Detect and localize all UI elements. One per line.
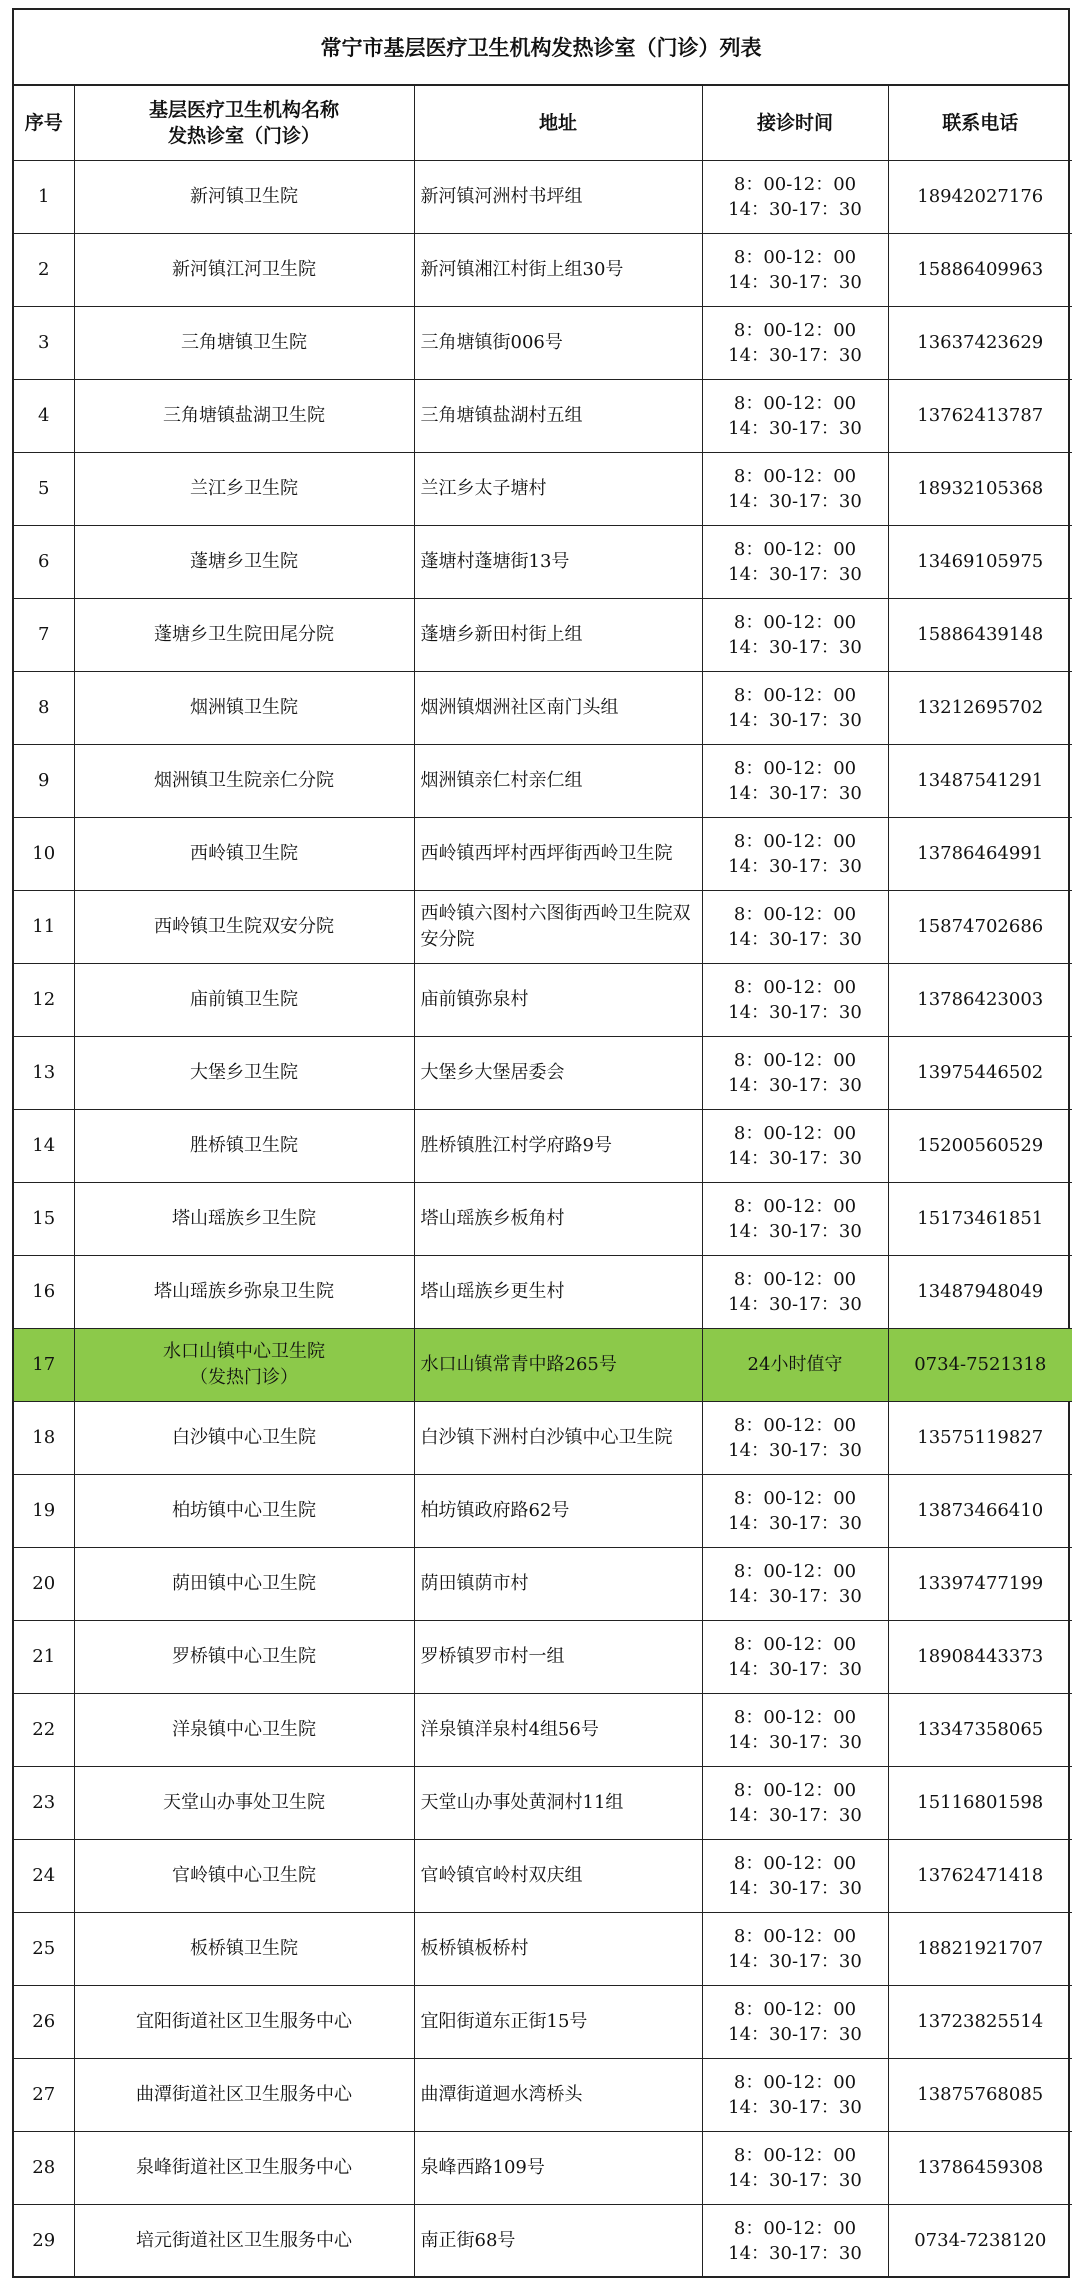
- row-address: 泉峰西路109号: [414, 2131, 702, 2204]
- row-name: [74, 1401, 414, 1474]
- row-hours-line: 8：00-12：00: [733, 392, 857, 414]
- row-hours-line: 8：00-12：00: [733, 1268, 857, 1290]
- row-hours: [702, 1255, 888, 1328]
- row-address: 官岭镇官岭村双庆组: [414, 1839, 702, 1912]
- row-index: 24: [14, 1839, 74, 1912]
- row-hours-line: 8：00-12：00: [733, 903, 857, 925]
- row-name: [74, 963, 414, 1036]
- row-hours: [702, 963, 888, 1036]
- row-hours-line: 14：30-17：30: [728, 1804, 862, 1826]
- row-index: 19: [14, 1474, 74, 1547]
- row-address: 荫田镇荫市村: [414, 1547, 702, 1620]
- row-name: [74, 890, 414, 963]
- table-row: [14, 1182, 1072, 1255]
- row-hours: [702, 160, 888, 233]
- row-hours-line: 8：00-12：00: [733, 1998, 857, 2020]
- table-row: [14, 1693, 1072, 1766]
- row-name: [74, 1474, 414, 1547]
- row-hours: [702, 1620, 888, 1693]
- row-name: [74, 1693, 414, 1766]
- table-row: [14, 2058, 1072, 2131]
- row-hours-line: 14：30-17：30: [728, 928, 862, 950]
- row-name: [74, 1036, 414, 1109]
- row-hours-line: 14：30-17：30: [728, 782, 862, 804]
- row-phone: 13575119827: [888, 1401, 1072, 1474]
- row-index: 28: [14, 2131, 74, 2204]
- row-address: 烟洲镇亲仁村亲仁组: [414, 744, 702, 817]
- row-index: 9: [14, 744, 74, 817]
- row-name: [74, 379, 414, 452]
- row-hours-line: 14：30-17：30: [728, 636, 862, 658]
- table-row: [14, 525, 1072, 598]
- row-phone: 15200560529: [888, 1109, 1072, 1182]
- document-title: 常宁市基层医疗卫生机构发热诊室（门诊）列表: [14, 10, 1068, 86]
- row-phone: 13975446502: [888, 1036, 1072, 1109]
- table-row: [14, 598, 1072, 671]
- row-name-text: 洋泉镇中心卫生院: [172, 1718, 316, 1740]
- row-name-text: 水口山镇中心卫生院: [163, 1340, 325, 1362]
- row-phone: 15886439148: [888, 598, 1072, 671]
- row-name: [74, 598, 414, 671]
- row-index: 22: [14, 1693, 74, 1766]
- row-hours-line: 8：00-12：00: [733, 1049, 857, 1071]
- row-hours-line: 14：30-17：30: [728, 1731, 862, 1753]
- row-hours-line: 14：30-17：30: [728, 1439, 862, 1461]
- row-address: 水口山镇常青中路265号: [414, 1328, 702, 1401]
- table-row: [14, 1766, 1072, 1839]
- row-phone: 13347358065: [888, 1693, 1072, 1766]
- row-address: 庙前镇弥泉村: [414, 963, 702, 1036]
- row-phone: 13637423629: [888, 306, 1072, 379]
- row-index: 17: [14, 1328, 74, 1401]
- row-name-text: 庙前镇卫生院: [190, 988, 298, 1010]
- row-address: 新河镇河洲村书坪组: [414, 160, 702, 233]
- row-phone: 15116801598: [888, 1766, 1072, 1839]
- row-name: [74, 2204, 414, 2277]
- row-address: 蓬塘乡新田村街上组: [414, 598, 702, 671]
- row-name-text: 三角塘镇盐湖卫生院: [163, 404, 325, 426]
- row-name-note: （发热门诊）: [190, 1366, 298, 1388]
- row-address: 胜桥镇胜江村学府路9号: [414, 1109, 702, 1182]
- row-index: 2: [14, 233, 74, 306]
- row-hours-line: 24小时值守: [747, 1354, 843, 1375]
- row-hours: [702, 890, 888, 963]
- row-phone: 13786459308: [888, 2131, 1072, 2204]
- row-hours: [702, 379, 888, 452]
- table-row: [14, 233, 1072, 306]
- row-hours-line: 14：30-17：30: [728, 417, 862, 439]
- row-address: 大堡乡大堡居委会: [414, 1036, 702, 1109]
- row-hours-line: 8：00-12：00: [733, 1487, 857, 1509]
- row-hours: [702, 1839, 888, 1912]
- row-hours: [702, 1182, 888, 1255]
- row-hours-line: 8：00-12：00: [733, 173, 857, 195]
- row-name: [74, 1255, 414, 1328]
- row-phone: 13786423003: [888, 963, 1072, 1036]
- table-row: [14, 1474, 1072, 1547]
- row-hours-line: 8：00-12：00: [733, 830, 857, 852]
- row-index: 1: [14, 160, 74, 233]
- clinic-list-document: [12, 8, 1070, 2278]
- row-index: 15: [14, 1182, 74, 1255]
- row-index: 13: [14, 1036, 74, 1109]
- row-name-text: 新河镇江河卫生院: [172, 258, 316, 280]
- row-name: [74, 1109, 414, 1182]
- row-name-text: 宜阳街道社区卫生服务中心: [136, 2010, 352, 2032]
- row-hours-line: 14：30-17：30: [728, 855, 862, 877]
- row-hours-line: 14：30-17：30: [728, 1220, 862, 1242]
- row-hours: [702, 2204, 888, 2277]
- table-row: [14, 1620, 1072, 1693]
- row-index: 14: [14, 1109, 74, 1182]
- row-hours-line: 14：30-17：30: [728, 563, 862, 585]
- row-hours-line: 14：30-17：30: [728, 1293, 862, 1315]
- row-index: 25: [14, 1912, 74, 1985]
- table-row: [14, 744, 1072, 817]
- table-row: [14, 890, 1072, 963]
- row-name-text: 烟洲镇卫生院亲仁分院: [154, 769, 334, 791]
- row-hours: [702, 525, 888, 598]
- row-name: [74, 671, 414, 744]
- row-hours: [702, 452, 888, 525]
- row-hours-line: 8：00-12：00: [733, 976, 857, 998]
- table-row: [14, 452, 1072, 525]
- header-name-line2: 发热诊室（门诊）: [167, 124, 320, 147]
- row-hours-line: 14：30-17：30: [728, 2096, 862, 2118]
- row-index: 16: [14, 1255, 74, 1328]
- row-address: 天堂山办事处黄洞村11组: [414, 1766, 702, 1839]
- row-hours-line: 8：00-12：00: [733, 1779, 857, 1801]
- row-hours-line: 14：30-17：30: [728, 1001, 862, 1023]
- row-hours-line: 14：30-17：30: [728, 2242, 862, 2264]
- row-hours-line: 14：30-17：30: [728, 1658, 862, 1680]
- row-hours: [702, 1912, 888, 1985]
- row-name-text: 塔山瑶族乡卫生院: [172, 1207, 316, 1229]
- row-hours-line: 8：00-12：00: [733, 1925, 857, 1947]
- table-row: [14, 1912, 1072, 1985]
- table-body: [14, 160, 1072, 2277]
- row-hours-line: 8：00-12：00: [733, 611, 857, 633]
- row-name: [74, 744, 414, 817]
- row-name: [74, 1766, 414, 1839]
- row-hours: [702, 1766, 888, 1839]
- row-index: 11: [14, 890, 74, 963]
- row-index: 6: [14, 525, 74, 598]
- row-phone: 13469105975: [888, 525, 1072, 598]
- row-phone: 15886409963: [888, 233, 1072, 306]
- row-name: [74, 452, 414, 525]
- row-hours-line: 8：00-12：00: [733, 1852, 857, 1874]
- row-hours-line: 14：30-17：30: [728, 1877, 862, 1899]
- row-name-text: 板桥镇卫生院: [190, 1937, 298, 1959]
- row-phone: 13212695702: [888, 671, 1072, 744]
- row-hours-line: 14：30-17：30: [728, 344, 862, 366]
- row-name-text: 蓬塘乡卫生院: [190, 550, 298, 572]
- row-hours: [702, 744, 888, 817]
- row-hours-line: 8：00-12：00: [733, 2144, 857, 2166]
- row-index: 5: [14, 452, 74, 525]
- row-name: [74, 2058, 414, 2131]
- row-address: 西岭镇六图村六图街西岭卫生院双安分院: [414, 890, 702, 963]
- table-row: [14, 817, 1072, 890]
- row-hours-line: 8：00-12：00: [733, 1414, 857, 1436]
- table-row: [14, 1839, 1072, 1912]
- row-name: [74, 1620, 414, 1693]
- row-phone: 13397477199: [888, 1547, 1072, 1620]
- row-hours-line: 14：30-17：30: [728, 2169, 862, 2191]
- row-index: 7: [14, 598, 74, 671]
- header-hours: 接诊时间: [702, 86, 888, 160]
- row-name-text: 塔山瑶族乡弥泉卫生院: [154, 1280, 334, 1302]
- table-row: [14, 1547, 1072, 1620]
- row-name-text: 泉峰街道社区卫生服务中心: [136, 2156, 352, 2178]
- row-hours: [702, 817, 888, 890]
- row-name-text: 西岭镇卫生院: [190, 842, 298, 864]
- row-address: 南正街68号: [414, 2204, 702, 2277]
- row-name-text: 罗桥镇中心卫生院: [172, 1645, 316, 1667]
- row-name: [74, 1328, 414, 1401]
- row-hours-line: 8：00-12：00: [733, 2071, 857, 2093]
- row-address: 宜阳街道东正街15号: [414, 1985, 702, 2058]
- row-address: 三角塘镇盐湖村五组: [414, 379, 702, 452]
- row-name-text: 胜桥镇卫生院: [190, 1134, 298, 1156]
- header-name-line1: 基层医疗卫生机构名称: [148, 98, 339, 121]
- row-hours-line: 14：30-17：30: [728, 1074, 862, 1096]
- row-hours-line: 8：00-12：00: [733, 1560, 857, 1582]
- row-name-text: 兰江乡卫生院: [190, 477, 298, 499]
- row-phone: 15173461851: [888, 1182, 1072, 1255]
- row-index: 26: [14, 1985, 74, 2058]
- row-name-text: 烟洲镇卫生院: [190, 696, 298, 718]
- row-address: 板桥镇板桥村: [414, 1912, 702, 1985]
- table-row: [14, 2131, 1072, 2204]
- table-row: [14, 1255, 1072, 1328]
- row-name-text: 大堡乡卫生院: [190, 1061, 298, 1083]
- table-row: [14, 1401, 1072, 1474]
- row-hours: [702, 1036, 888, 1109]
- row-name-text: 三角塘镇卫生院: [181, 331, 307, 353]
- row-hours-line: 8：00-12：00: [733, 1195, 857, 1217]
- row-phone: 0734-7521318: [888, 1328, 1072, 1401]
- row-hours-line: 8：00-12：00: [733, 757, 857, 779]
- row-phone: 18932105368: [888, 452, 1072, 525]
- row-address: 西岭镇西坪村西坪街西岭卫生院: [414, 817, 702, 890]
- row-name-text: 天堂山办事处卫生院: [163, 1791, 325, 1813]
- row-address: 新河镇湘江村街上组30号: [414, 233, 702, 306]
- row-hours: [702, 1985, 888, 2058]
- row-index: 8: [14, 671, 74, 744]
- row-hours-line: 8：00-12：00: [733, 1633, 857, 1655]
- row-name: [74, 1985, 414, 2058]
- row-phone: 0734-7238120: [888, 2204, 1072, 2277]
- row-hours-line: 8：00-12：00: [733, 319, 857, 341]
- row-name: [74, 1839, 414, 1912]
- row-hours: [702, 1328, 888, 1401]
- row-phone: 13723825514: [888, 1985, 1072, 2058]
- row-phone: 13487541291: [888, 744, 1072, 817]
- row-phone: 15874702686: [888, 890, 1072, 963]
- table-row: [14, 379, 1072, 452]
- row-name: [74, 1912, 414, 1985]
- row-hours: [702, 1547, 888, 1620]
- header-index: 序号: [14, 86, 74, 160]
- row-hours: [702, 233, 888, 306]
- row-phone: 13762413787: [888, 379, 1072, 452]
- header-name: [74, 86, 414, 160]
- header-address: 地址: [414, 86, 702, 160]
- row-name-text: 新河镇卫生院: [190, 185, 298, 207]
- row-hours: [702, 598, 888, 671]
- table-row: [14, 1109, 1072, 1182]
- row-index: 18: [14, 1401, 74, 1474]
- row-name-text: 培元街道社区卫生服务中心: [136, 2229, 352, 2251]
- row-phone: 18821921707: [888, 1912, 1072, 1985]
- row-name: [74, 306, 414, 379]
- row-hours: [702, 306, 888, 379]
- row-hours-line: 8：00-12：00: [733, 2217, 857, 2239]
- row-index: 27: [14, 2058, 74, 2131]
- row-address: 兰江乡太子塘村: [414, 452, 702, 525]
- row-name-text: 蓬塘乡卫生院田尾分院: [154, 623, 334, 645]
- row-address: 蓬塘村蓬塘街13号: [414, 525, 702, 598]
- row-name-text: 西岭镇卫生院双安分院: [154, 915, 334, 937]
- row-address: 白沙镇下洲村白沙镇中心卫生院: [414, 1401, 702, 1474]
- row-hours-line: 14：30-17：30: [728, 198, 862, 220]
- row-index: 3: [14, 306, 74, 379]
- row-address: 塔山瑶族乡更生村: [414, 1255, 702, 1328]
- row-address: 柏坊镇政府路62号: [414, 1474, 702, 1547]
- row-hours-line: 14：30-17：30: [728, 1512, 862, 1534]
- row-phone: 13873466410: [888, 1474, 1072, 1547]
- row-name-text: 官岭镇中心卫生院: [172, 1864, 316, 1886]
- row-index: 29: [14, 2204, 74, 2277]
- row-name: [74, 2131, 414, 2204]
- row-hours: [702, 1401, 888, 1474]
- table-row: [14, 1036, 1072, 1109]
- row-hours-line: 14：30-17：30: [728, 1585, 862, 1607]
- table-row: [14, 2204, 1072, 2277]
- row-phone: 18908443373: [888, 1620, 1072, 1693]
- row-index: 10: [14, 817, 74, 890]
- row-phone: 13786464991: [888, 817, 1072, 890]
- row-name: [74, 160, 414, 233]
- table-row-highlighted: [14, 1328, 1072, 1401]
- row-index: 20: [14, 1547, 74, 1620]
- row-name-text: 荫田镇中心卫生院: [172, 1572, 316, 1594]
- row-name: [74, 525, 414, 598]
- row-index: 12: [14, 963, 74, 1036]
- row-name-text: 曲潭街道社区卫生服务中心: [136, 2083, 352, 2105]
- row-hours-line: 8：00-12：00: [733, 1706, 857, 1728]
- row-address: 洋泉镇洋泉村4组56号: [414, 1693, 702, 1766]
- row-hours-line: 14：30-17：30: [728, 490, 862, 512]
- table-row: [14, 1985, 1072, 2058]
- row-address: 烟洲镇烟洲社区南门头组: [414, 671, 702, 744]
- row-phone: 13875768085: [888, 2058, 1072, 2131]
- table-header-row: [14, 86, 1072, 160]
- row-hours-line: 8：00-12：00: [733, 465, 857, 487]
- table-row: [14, 160, 1072, 233]
- clinic-table: [14, 86, 1072, 2277]
- row-address: 三角塘镇街006号: [414, 306, 702, 379]
- row-hours: [702, 1109, 888, 1182]
- row-hours: [702, 2058, 888, 2131]
- row-hours-line: 8：00-12：00: [733, 538, 857, 560]
- row-name: [74, 1182, 414, 1255]
- row-phone: 13487948049: [888, 1255, 1072, 1328]
- row-hours-line: 14：30-17：30: [728, 1147, 862, 1169]
- row-phone: 13762471418: [888, 1839, 1072, 1912]
- row-hours-line: 14：30-17：30: [728, 1950, 862, 1972]
- row-index: 23: [14, 1766, 74, 1839]
- row-name: [74, 817, 414, 890]
- row-name-text: 白沙镇中心卫生院: [172, 1426, 316, 1448]
- row-hours: [702, 1693, 888, 1766]
- table-row: [14, 963, 1072, 1036]
- table-row: [14, 306, 1072, 379]
- row-address: 塔山瑶族乡板角村: [414, 1182, 702, 1255]
- row-index: 4: [14, 379, 74, 452]
- row-hours-line: 8：00-12：00: [733, 246, 857, 268]
- row-hours-line: 8：00-12：00: [733, 1122, 857, 1144]
- row-hours-line: 14：30-17：30: [728, 2023, 862, 2045]
- row-phone: 18942027176: [888, 160, 1072, 233]
- header-phone: 联系电话: [888, 86, 1072, 160]
- row-address: 罗桥镇罗市村一组: [414, 1620, 702, 1693]
- row-hours-line: 8：00-12：00: [733, 684, 857, 706]
- row-hours-line: 14：30-17：30: [728, 709, 862, 731]
- row-hours: [702, 671, 888, 744]
- row-index: 21: [14, 1620, 74, 1693]
- row-hours: [702, 1474, 888, 1547]
- table-row: [14, 671, 1072, 744]
- row-name-text: 柏坊镇中心卫生院: [172, 1499, 316, 1521]
- row-name: [74, 233, 414, 306]
- row-hours: [702, 2131, 888, 2204]
- row-name: [74, 1547, 414, 1620]
- row-hours-line: 14：30-17：30: [728, 271, 862, 293]
- row-address: 曲潭街道迴水湾桥头: [414, 2058, 702, 2131]
